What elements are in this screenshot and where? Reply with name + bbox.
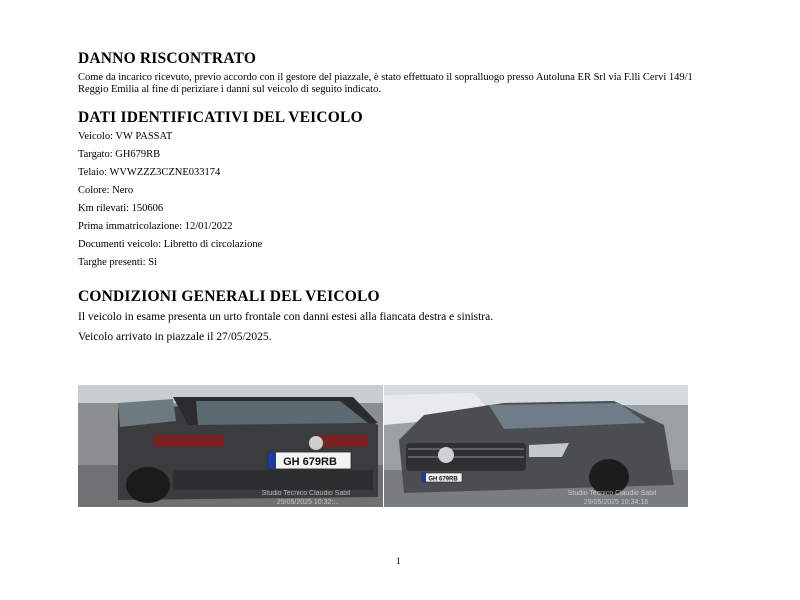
vehicle-photo-rear (78, 385, 383, 507)
section-title-dati: DATI IDENTIFICATIVI DEL VEICOLO (78, 109, 363, 126)
watermark-front: Studio Tecnico Claudio Sabil (567, 490, 657, 497)
field-targato: Targato: GH679RB (78, 149, 161, 160)
condition-line-2: Veicolo arrivato in piazzale il 27/05/2025. (78, 331, 272, 343)
field-colore: Colore: Nero (78, 185, 134, 196)
field-immatricolazione: Prima immatricolazione: 12/01/2022 (78, 221, 233, 232)
field-targhe: Targhe presenti: Si (78, 257, 157, 268)
plate-text-front: GH 679RB (428, 476, 458, 483)
field-veicolo: Veicolo: VW PASSAT (78, 131, 173, 142)
watermark-rear: Studio Tecnico Claudio Sabil (261, 490, 351, 497)
intro-paragraph: Come da incarico ricevuto, previo accordo con il gestore del piazzale, è stato effettuato il sopralluogo presso Autoluna ER Srl via F.lli Cervi 149/1 Reggio Emilia al fine di periziare i danni sul veicolo di seguito indicato. (78, 72, 693, 95)
vehicle-photo-front (384, 385, 688, 507)
field-km: Km rilevati: 150606 (78, 203, 164, 214)
field-telaio: Telaio: WVWZZZ3CZNE033174 (78, 167, 221, 178)
plate-text-rear: GH 679RB (283, 456, 337, 468)
section-title-condizioni: CONDIZIONI GENERALI DEL VEICOLO (78, 288, 380, 305)
condition-line-1: Il veicolo in esame presenta un urto frontale con danni estesi alla fiancata destra e sinistra. (78, 311, 494, 323)
section-title-danno: DANNO RISCONTRATO (78, 50, 257, 67)
field-documenti: Documenti veicolo: Libretto di circolazione (78, 239, 263, 250)
page-number: 1 (396, 556, 401, 566)
timestamp-front: 29/05/2025 10:34:16 (583, 499, 649, 506)
timestamp-rear: 29/05/2025 10:32:... (276, 499, 340, 506)
